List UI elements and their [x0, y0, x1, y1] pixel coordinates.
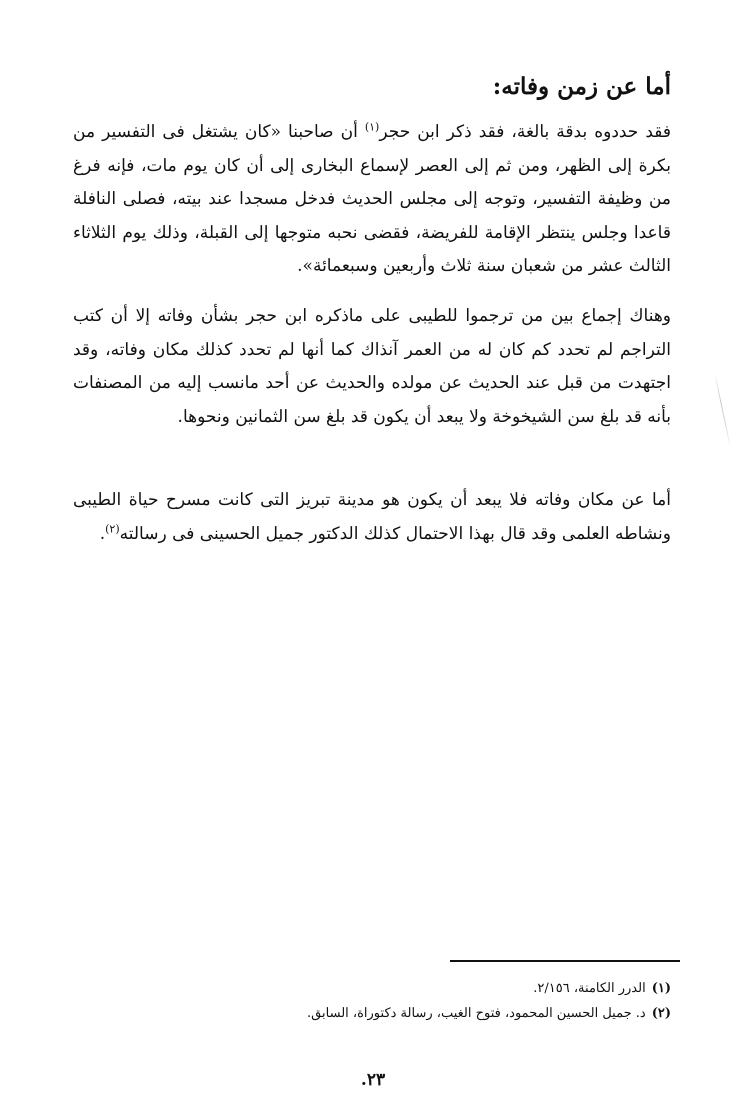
paragraph-death-place [73, 484, 671, 551]
footnote-ref-2[interactable]: (٢) [105, 521, 120, 535]
footnote-number: (٢) [651, 1006, 671, 1021]
page-number: ٢٣. [360, 1070, 386, 1090]
paragraph-death-date [73, 116, 671, 284]
paragraph-text: أما عن مكان وفاته فلا يبعد أن يكون هو مدينة تبريز التى كانت مسرح حياة الطيبى ونشاطه العلمى وقد قال بهذا الاحتمال كذلك الدكتور جميل الحسينى فى رسالته [73, 490, 671, 544]
paragraph-text: . [99, 523, 106, 544]
paragraph-consensus: وهناك إجماع بين من ترجموا للطيبى على ماذكره ابن حجر بشأن وفاته إلا أن كتب التراجم لم تحدد كم كان له من العمر آنذاك كما أنها لم تحدد كذلك مكان وفاته، وقد اجتهدت من قبل عند الحديث عن مولده والحديث عن أحد مانسب إليه من المصنفات بأنه قد بلغ سن الشيخوخة ولا يبعد أن يكون قد بلغ سن الثمانين ونحوها. [73, 306, 671, 427]
footnote-divider [450, 960, 680, 962]
footnote-1 [71, 976, 671, 1001]
footnote-number: (١) [651, 981, 671, 996]
footnote-text: د. جميل الحسين المحمود، فتوح الغيب، رسالة دكتوراة، السابق. [307, 1006, 646, 1021]
footnote-2 [71, 1001, 671, 1026]
paragraph-text: فقد حددوه بدقة بالغة، فقد ذكر ابن حجر [379, 122, 671, 142]
footnotes-list [71, 976, 671, 1026]
footnote-text: الدرر الكامنة، ٢/١٥٦. [533, 981, 646, 996]
paragraph-text: أن صاحبنا «كان يشتغل فى التفسير من بكرة إلى الظهر، ومن ثم إلى العصر لإسماع البخارى إلى أن كان يوم مات، فإنه فرغ من وظيفة التفسير، وتوجه إلى مجلس الحديث فدخل مسجدا عند بيته، فصلى النافلة قاعدا وجلس ينتظر الإقامة للفريضة، فقضى نحبه متوجها إلى القبلة، وذلك يوم الثلاثاء الثالث عشر من شعبان سنة ثلاث وأربعين وسبعمائة». [73, 122, 671, 276]
section-heading: أما عن زمن وفاته: [492, 73, 671, 100]
margin-mark [714, 371, 732, 449]
footnote-ref-1[interactable]: (١) [364, 120, 380, 134]
